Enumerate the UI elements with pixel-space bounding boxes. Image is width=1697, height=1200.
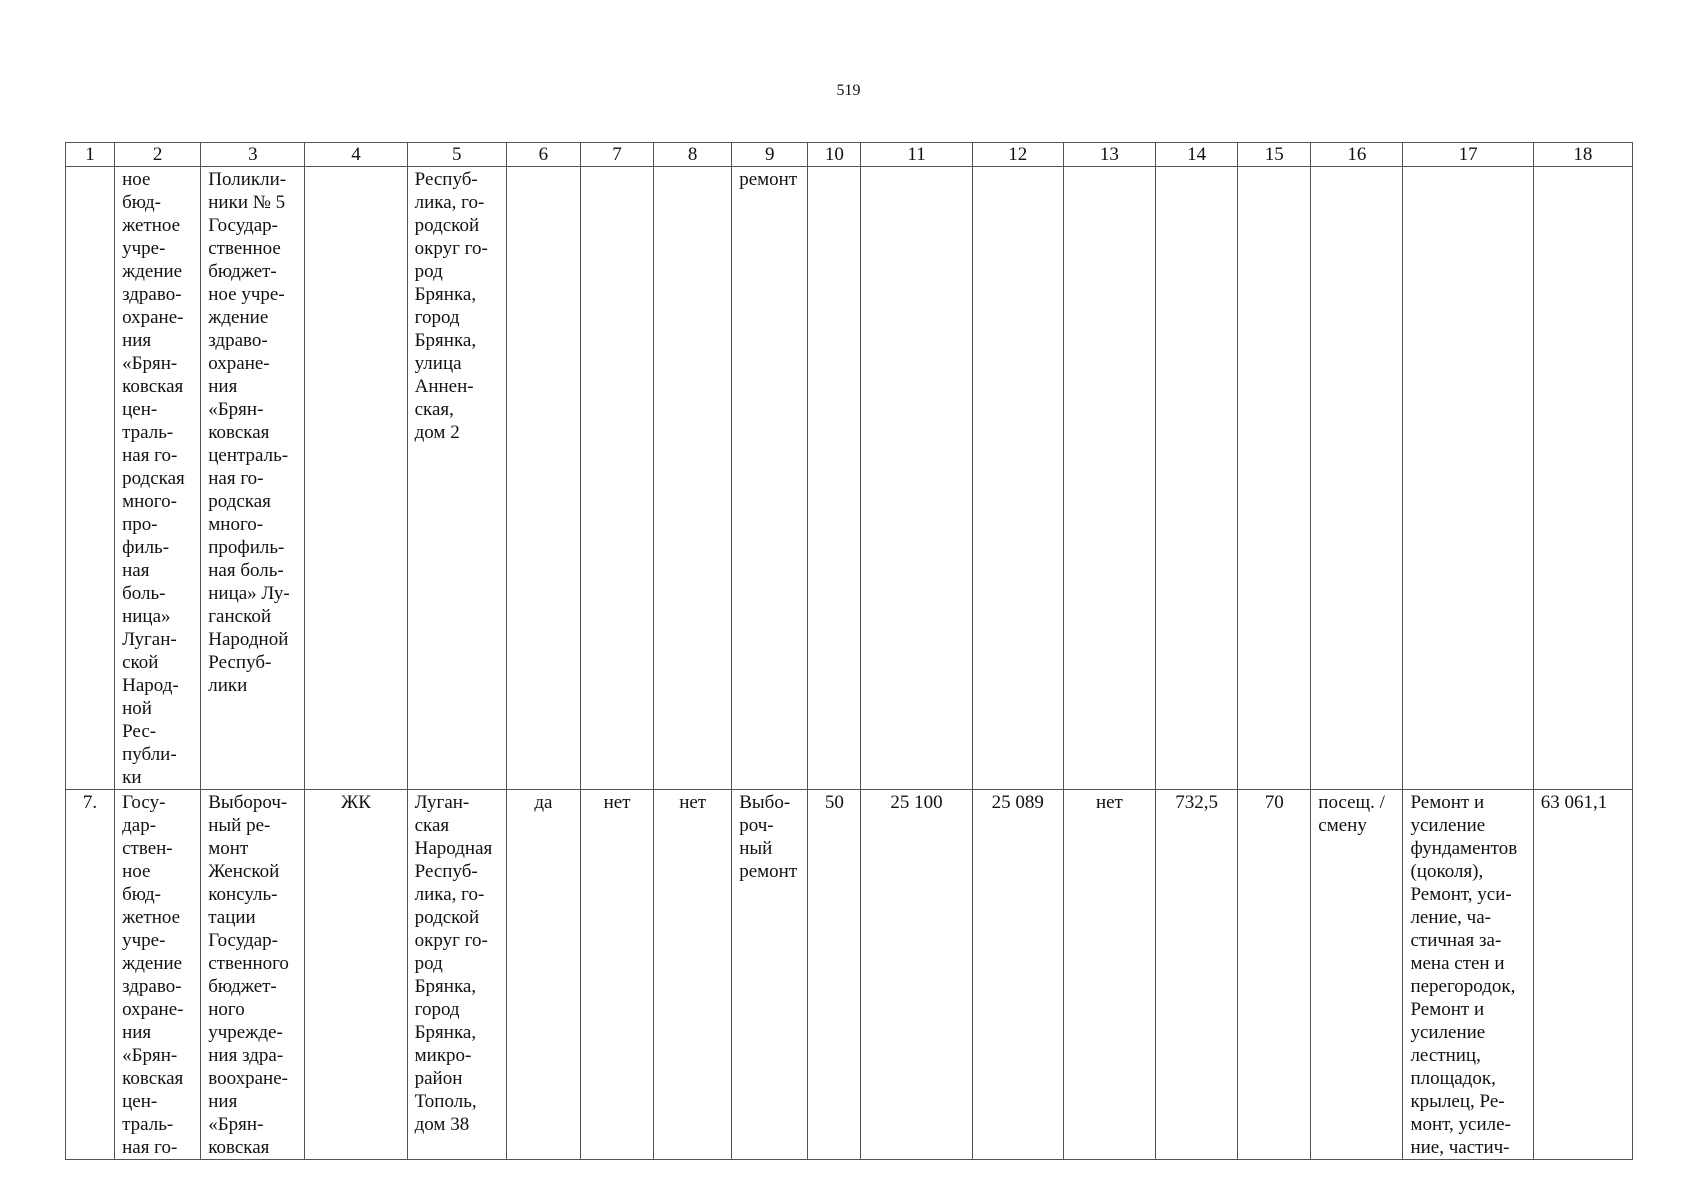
header-cell: 5	[407, 143, 506, 167]
header-cell: 16	[1311, 143, 1403, 167]
header-cell: 10	[808, 143, 861, 167]
table-header-row	[66, 143, 1633, 167]
table-cell	[1311, 167, 1403, 790]
table-cell: Поликли- ники № 5 Государ- ственное бюджет- ное учре- ждение здраво- охране- ния «Брян- ковская централь- ная го- родская много- профиль- ная боль- ница» Лу- ганской Народной Респуб- лики	[201, 167, 305, 790]
data-table	[65, 142, 1633, 1160]
header-cell: 11	[861, 143, 972, 167]
table-cell	[654, 167, 732, 790]
table-cell	[972, 167, 1063, 790]
table-cell: Выбороч- ный ре- монт Женской консуль- тации Государ- ственного бюджет- ного учрежде- ния здра- воохране- ния «Брян- ковская	[201, 790, 305, 1160]
table-cell	[808, 167, 861, 790]
table-cell: нет	[1063, 790, 1155, 1160]
header-cell: 13	[1063, 143, 1155, 167]
table-cell: Респуб- лика, го- родской округ го- род Брянка, город Брянка, улица Аннен- ская, дом 2	[407, 167, 506, 790]
table-cell	[1238, 167, 1311, 790]
header-cell: 9	[732, 143, 808, 167]
table-cell: Ремонт и усиление фундаментов (цоколя), Ремонт, уси- ление, ча- стичная за- мена стен и перегородок, Ремонт и усиление лестниц, площадок, крылец, Ре- монт, усиле- ние, частич-	[1403, 790, 1533, 1160]
table-cell	[1156, 167, 1238, 790]
header-cell: 12	[972, 143, 1063, 167]
table-cell: Госу- дар- ствен- ное бюд- жетное учре- ждение здраво- охране- ния «Брян- ковская цен- траль- ная го-	[115, 790, 201, 1160]
header-cell: 6	[506, 143, 580, 167]
table-cell: ремонт	[732, 167, 808, 790]
table-cell: посещ. / смену	[1311, 790, 1403, 1160]
table-cell: 25 089	[972, 790, 1063, 1160]
header-cell: 7	[580, 143, 653, 167]
table-cell: 63 061,1	[1533, 790, 1632, 1160]
page-number: 519	[836, 82, 861, 99]
header-cell: 1	[66, 143, 115, 167]
table-cell: 25 100	[861, 790, 972, 1160]
table-cell	[66, 167, 115, 790]
table-cell	[1403, 167, 1533, 790]
table-cell: нет	[580, 790, 653, 1160]
table-cell: 50	[808, 790, 861, 1160]
table-cell: нет	[654, 790, 732, 1160]
table-cell	[506, 167, 580, 790]
table-cell: Выбо- роч- ный ремонт	[732, 790, 808, 1160]
table-cell: Луган- ская Народная Респуб- лика, го- родской округ го- род Брянка, город Брянка, микро- район Тополь, дом 38	[407, 790, 506, 1160]
table-cell	[1063, 167, 1155, 790]
table-cell: ЖК	[305, 790, 407, 1160]
header-cell: 15	[1238, 143, 1311, 167]
header-cell: 18	[1533, 143, 1632, 167]
table-cell: 732,5	[1156, 790, 1238, 1160]
table-cell	[580, 167, 653, 790]
table-row	[66, 790, 1633, 1160]
table-cell	[305, 167, 407, 790]
table-cell	[1533, 167, 1632, 790]
table-cell	[861, 167, 972, 790]
table-cell: да	[506, 790, 580, 1160]
header-cell: 2	[115, 143, 201, 167]
header-cell: 4	[305, 143, 407, 167]
header-cell: 17	[1403, 143, 1533, 167]
table-cell: ное бюд- жетное учре- ждение здраво- охране- ния «Брян- ковская цен- траль- ная го- родская много- про- филь- ная боль- ница» Луган- ской Народ- ной Рес- публи- ки	[115, 167, 201, 790]
header-cell: 14	[1156, 143, 1238, 167]
table-cell: 70	[1238, 790, 1311, 1160]
header-cell: 3	[201, 143, 305, 167]
table-row	[66, 167, 1633, 790]
header-cell: 8	[654, 143, 732, 167]
table-cell: 7.	[66, 790, 115, 1160]
